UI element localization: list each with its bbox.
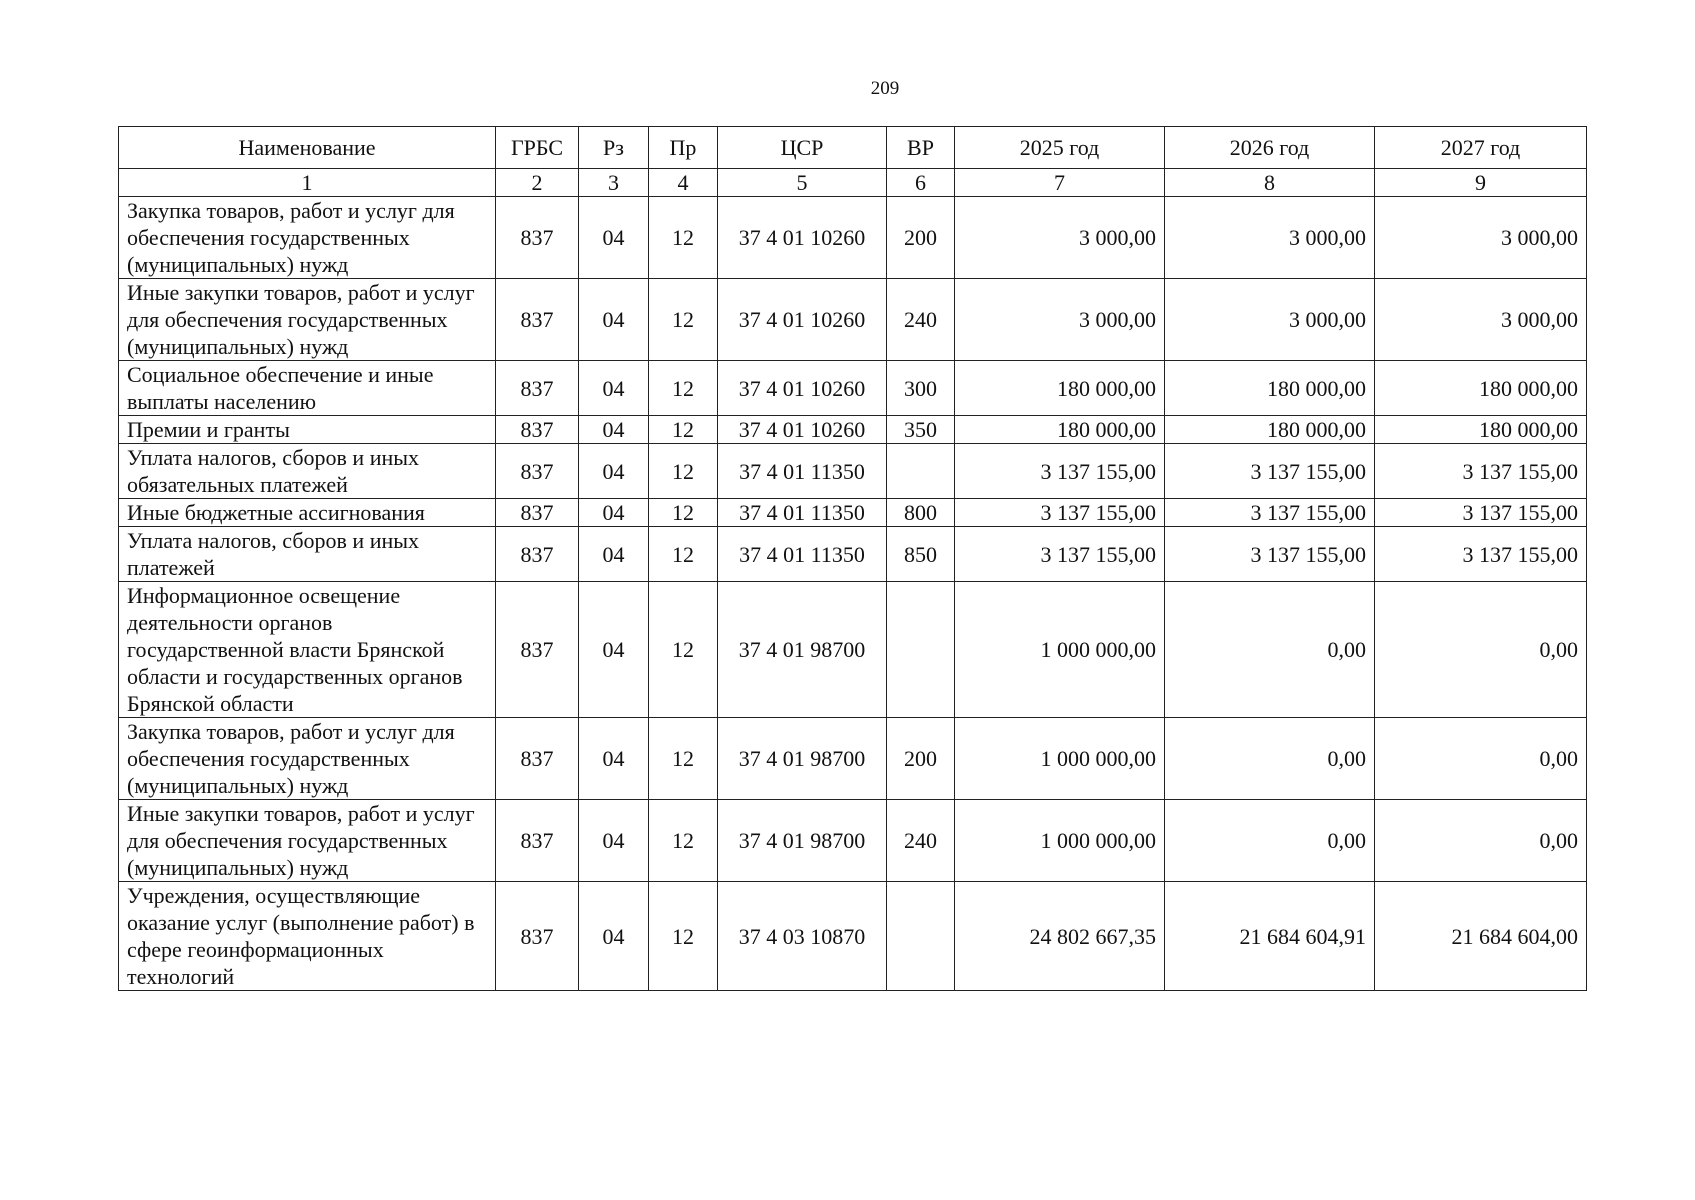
row-csr: 37 4 01 10260 <box>718 416 887 444</box>
row-name: Премии и гранты <box>119 416 496 444</box>
row-rz: 04 <box>579 197 649 279</box>
table-row <box>119 499 1587 527</box>
row-rz: 04 <box>579 361 649 416</box>
row-name: Иные бюджетные ассигнования <box>119 499 496 527</box>
row-amount-2026: 0,00 <box>1165 718 1375 800</box>
row-amount-2026: 3 000,00 <box>1165 197 1375 279</box>
row-pr: 12 <box>649 499 718 527</box>
row-csr: 37 4 01 98700 <box>718 582 887 718</box>
column-number-row <box>119 169 1587 197</box>
row-vr <box>887 882 955 991</box>
row-name: Информационное освещение деятельности органов государственной власти Брянской области и государственных органов Брянской области <box>119 582 496 718</box>
row-grbs: 837 <box>496 279 579 361</box>
row-vr: 200 <box>887 197 955 279</box>
row-amount-2025: 1 000 000,00 <box>955 582 1165 718</box>
row-rz: 04 <box>579 279 649 361</box>
row-vr <box>887 582 955 718</box>
header-grbs: ГРБС <box>496 127 579 169</box>
row-vr: 850 <box>887 527 955 582</box>
row-csr: 37 4 01 10260 <box>718 361 887 416</box>
row-pr: 12 <box>649 800 718 882</box>
header-vr: ВР <box>887 127 955 169</box>
row-amount-2025: 3 000,00 <box>955 279 1165 361</box>
row-amount-2026: 3 137 155,00 <box>1165 444 1375 499</box>
column-number: 5 <box>718 169 887 197</box>
row-grbs: 837 <box>496 416 579 444</box>
row-vr: 300 <box>887 361 955 416</box>
row-grbs: 837 <box>496 197 579 279</box>
header-2027: 2027 год <box>1375 127 1587 169</box>
table-row <box>119 279 1587 361</box>
row-name: Закупка товаров, работ и услуг для обеспечения государственных (муниципальных) нужд <box>119 197 496 279</box>
row-csr: 37 4 01 10260 <box>718 279 887 361</box>
column-number: 9 <box>1375 169 1587 197</box>
table-row <box>119 718 1587 800</box>
row-pr: 12 <box>649 197 718 279</box>
row-name: Иные закупки товаров, работ и услуг для обеспечения государственных (муниципальных) нужд <box>119 279 496 361</box>
row-csr: 37 4 03 10870 <box>718 882 887 991</box>
row-pr: 12 <box>649 416 718 444</box>
budget-table <box>118 126 1587 991</box>
row-pr: 12 <box>649 444 718 499</box>
row-rz: 04 <box>579 800 649 882</box>
row-amount-2025: 180 000,00 <box>955 361 1165 416</box>
row-grbs: 837 <box>496 499 579 527</box>
header-csr: ЦСР <box>718 127 887 169</box>
row-amount-2026: 3 000,00 <box>1165 279 1375 361</box>
column-number: 1 <box>119 169 496 197</box>
table-row <box>119 882 1587 991</box>
row-amount-2027: 180 000,00 <box>1375 361 1587 416</box>
row-vr: 240 <box>887 800 955 882</box>
row-vr: 200 <box>887 718 955 800</box>
row-vr <box>887 444 955 499</box>
page-number: 209 <box>870 78 900 99</box>
column-number: 7 <box>955 169 1165 197</box>
row-amount-2026: 0,00 <box>1165 582 1375 718</box>
table-row <box>119 361 1587 416</box>
row-grbs: 837 <box>496 882 579 991</box>
row-rz: 04 <box>579 499 649 527</box>
header-2025: 2025 год <box>955 127 1165 169</box>
row-rz: 04 <box>579 882 649 991</box>
row-amount-2027: 0,00 <box>1375 800 1587 882</box>
row-amount-2025: 3 137 155,00 <box>955 527 1165 582</box>
row-pr: 12 <box>649 361 718 416</box>
row-grbs: 837 <box>496 444 579 499</box>
row-csr: 37 4 01 11350 <box>718 444 887 499</box>
row-grbs: 837 <box>496 718 579 800</box>
column-number: 3 <box>579 169 649 197</box>
row-name: Учреждения, осуществляющие оказание услуг (выполнение работ) в сфере геоинформационных технологий <box>119 882 496 991</box>
row-amount-2027: 180 000,00 <box>1375 416 1587 444</box>
row-amount-2027: 3 137 155,00 <box>1375 499 1587 527</box>
row-amount-2026: 3 137 155,00 <box>1165 527 1375 582</box>
row-rz: 04 <box>579 718 649 800</box>
row-pr: 12 <box>649 279 718 361</box>
row-pr: 12 <box>649 718 718 800</box>
row-vr: 350 <box>887 416 955 444</box>
row-rz: 04 <box>579 416 649 444</box>
row-name: Уплата налогов, сборов и иных платежей <box>119 527 496 582</box>
row-csr: 37 4 01 10260 <box>718 197 887 279</box>
table-row <box>119 197 1587 279</box>
row-amount-2026: 3 137 155,00 <box>1165 499 1375 527</box>
row-csr: 37 4 01 98700 <box>718 718 887 800</box>
row-vr: 240 <box>887 279 955 361</box>
row-csr: 37 4 01 11350 <box>718 527 887 582</box>
header-pr: Пр <box>649 127 718 169</box>
column-number: 8 <box>1165 169 1375 197</box>
header-row <box>119 127 1587 169</box>
row-amount-2027: 0,00 <box>1375 582 1587 718</box>
row-rz: 04 <box>579 527 649 582</box>
row-amount-2025: 3 137 155,00 <box>955 444 1165 499</box>
row-amount-2025: 3 137 155,00 <box>955 499 1165 527</box>
row-name: Иные закупки товаров, работ и услуг для обеспечения государственных (муниципальных) нужд <box>119 800 496 882</box>
row-csr: 37 4 01 98700 <box>718 800 887 882</box>
table-row <box>119 444 1587 499</box>
row-rz: 04 <box>579 582 649 718</box>
row-vr: 800 <box>887 499 955 527</box>
header-2026: 2026 год <box>1165 127 1375 169</box>
row-amount-2027: 3 137 155,00 <box>1375 527 1587 582</box>
row-csr: 37 4 01 11350 <box>718 499 887 527</box>
header-name: Наименование <box>119 127 496 169</box>
row-amount-2027: 3 137 155,00 <box>1375 444 1587 499</box>
row-pr: 12 <box>649 527 718 582</box>
row-pr: 12 <box>649 582 718 718</box>
row-name: Уплата налогов, сборов и иных обязательных платежей <box>119 444 496 499</box>
row-amount-2026: 21 684 604,91 <box>1165 882 1375 991</box>
row-amount-2026: 180 000,00 <box>1165 416 1375 444</box>
row-amount-2025: 24 802 667,35 <box>955 882 1165 991</box>
table-row <box>119 800 1587 882</box>
row-grbs: 837 <box>496 361 579 416</box>
table-row <box>119 416 1587 444</box>
table-row <box>119 527 1587 582</box>
row-grbs: 837 <box>496 582 579 718</box>
row-amount-2026: 180 000,00 <box>1165 361 1375 416</box>
row-amount-2025: 1 000 000,00 <box>955 800 1165 882</box>
row-amount-2027: 3 000,00 <box>1375 279 1587 361</box>
row-amount-2027: 21 684 604,00 <box>1375 882 1587 991</box>
row-grbs: 837 <box>496 800 579 882</box>
row-grbs: 837 <box>496 527 579 582</box>
column-number: 6 <box>887 169 955 197</box>
header-rz: Рз <box>579 127 649 169</box>
row-amount-2027: 0,00 <box>1375 718 1587 800</box>
row-rz: 04 <box>579 444 649 499</box>
column-number: 4 <box>649 169 718 197</box>
column-number: 2 <box>496 169 579 197</box>
table-row <box>119 582 1587 718</box>
row-amount-2025: 180 000,00 <box>955 416 1165 444</box>
row-amount-2025: 1 000 000,00 <box>955 718 1165 800</box>
row-amount-2025: 3 000,00 <box>955 197 1165 279</box>
row-name: Социальное обеспечение и иные выплаты населению <box>119 361 496 416</box>
row-name: Закупка товаров, работ и услуг для обеспечения государственных (муниципальных) нужд <box>119 718 496 800</box>
row-pr: 12 <box>649 882 718 991</box>
row-amount-2027: 3 000,00 <box>1375 197 1587 279</box>
row-amount-2026: 0,00 <box>1165 800 1375 882</box>
